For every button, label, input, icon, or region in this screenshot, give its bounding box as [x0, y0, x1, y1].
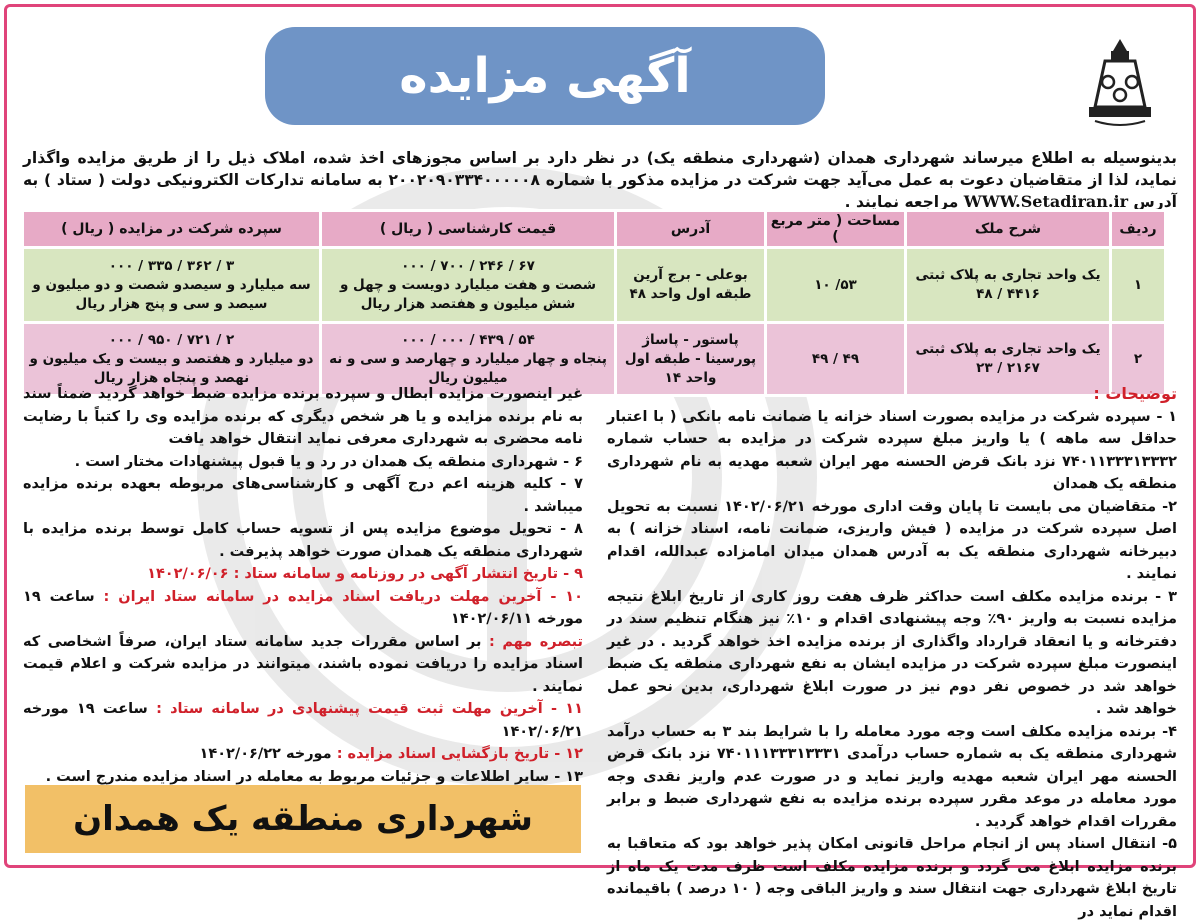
table-row: [23, 248, 1166, 323]
cell-area: ۴۹ / ۴۹: [766, 323, 906, 396]
note-12: ۱۲ - تاریخ بازگشایی اسناد مزایده : مورخه ۱۴۰۲/۰۶/۲۲: [199, 746, 583, 762]
note-4: ۴- برنده مزایده مکلف است وجه مورد معامله را با شرایط بند ۳ به حساب درآمد شهرداری منطقه یک به شماره حساب درآمدی ۷۴۰۱۱۱۳۳۳۱۳۳۳۱ نزد بانک قرض الحسنه مهر ایران شعبه مهدیه واریز نماید و در صورت عدم واریز نقدی وجه مورد معامله در موعد مقرر سپرده برنده مزایده به نفع شهرداری ضبط و برابر مقررات اقدام خواهد گردید .: [607, 723, 1178, 830]
note-7: ۷ - کلیه هزینه اعم درج آگهی و کارشناسی‌های مربوطه بعهده برنده مزایده میباشد .: [23, 476, 583, 515]
notes-title: توضیحات :: [1093, 384, 1177, 403]
footer-banner: [25, 785, 581, 853]
header-deposit: سپرده شرکت در مزایده ( ریال ): [23, 211, 321, 248]
cell-row-num: ۱: [1111, 248, 1166, 323]
header-address: آدرس: [616, 211, 766, 248]
note-8: ۸ - تحویل موضوع مزایده پس از تسویه حساب کامل توسط برنده مزایده با شهرداری منطقه یک همدان صورت خواهد پذیرفت .: [23, 521, 583, 560]
municipality-logo-icon: [1075, 37, 1165, 127]
header-expert-price: قیمت کارشناسی ( ریال ): [321, 211, 616, 248]
note-2: ۲- متقاضیان می بایست تا پایان وقت اداری مورخه ۱۴۰۲/۰۶/۲۱ نسبت به تحویل اصل سپرده شرکت در مزایده ( فیش واریزی، ضمانت نامه، اسناد خزانه ) به دبیرخانه شهرداری منطقه یک به آدرس همدان میدان امامزاده عبدالله، اقدام نمایند .: [607, 498, 1177, 582]
notes-column-left: [23, 383, 583, 788]
page-title: آگهی مزایده: [399, 48, 691, 104]
cell-desc: یک واحد تجاری به پلاک ثبتی ۲۱۶۷ / ۲۳: [906, 323, 1111, 396]
cell-address: پاستور - پاساژ پورسینا - طبقه اول واحد ۱۴: [616, 323, 766, 396]
setadiran-link[interactable]: WWW.Setadiran.ir: [963, 192, 1128, 211]
announcement-frame: [4, 4, 1196, 920]
cell-expert-price: ۶۷ / ۲۴۶ / ۷۰۰ / ۰۰۰ شصت و هفت میلیارد دویست و چهل و شش میلیون و هفتصد هزار ریال: [321, 248, 616, 323]
cell-row-num: ۲: [1111, 323, 1166, 396]
note-13: ۱۳ - سایر اطلاعات و جزئیات مربوط به معامله در اسناد مزایده مندرج است .: [45, 768, 583, 785]
note-9: ۹ - تاریخ انتشار آگهی در روزنامه و سامانه ستاد : ۱۴۰۲/۰۶/۰۶: [147, 566, 583, 582]
header-row-num: ردیف: [1111, 211, 1166, 248]
footer-org-name: شهرداری منطقه یک همدان: [73, 799, 533, 839]
cell-desc: یک واحد تجاری به پلاک ثبتی ۴۴۱۶ / ۴۸: [906, 248, 1111, 323]
note-3: ۳ - برنده مزایده مکلف است حداکثر ظرف هفت روز کاری از تاریخ ابلاغ نتیجه مزایده نسبت به واریز ۹۰٪ وجه پیشنهادی اقدام و ۱۰٪ نیز هنگام تنظیم سند در دفترخانه و یا انعقاد قرارداد واگذاری از برنده مزایده اخذ خواهد گردید . در غیر اینصورت مبلغ سپرده شرکت در مزایده ایشان به نفع شهرداری منطقه یک ضبط خواهد شد در خصوص نفر دوم نیز در صورت ابلاغ شهرداری، بدین نحو عمل خواهد شد .: [607, 588, 1177, 717]
notes-column-right: [607, 383, 1177, 923]
title-banner: [265, 27, 825, 125]
note-1: ۱ - سپرده شرکت در مزایده بصورت اسناد خزانه یا ضمانت نامه بانکی ( با اعتبار حداقل سه ماهه ) یا واریز مبلغ سپرده شرکت در مزایده به حساب شماره ۷۴۰۱۱۳۳۳۱۳۳۳۲ نزد بانک قرض الحسنه مهر ایران شعبه مهدیه به نام شهرداری منطقه یک همدان: [607, 408, 1177, 492]
header-desc: شرح ملک: [906, 211, 1111, 248]
property-table: [21, 209, 1167, 397]
cell-deposit: ۳ / ۳۶۲ / ۳۳۵ / ۰۰۰ سه میلیارد و سیصدو شصت و دو میلیون و سیصد و سی و پنج هزار ریال: [23, 248, 321, 323]
note-10: ۱۰ - آخرین مهلت دریافت اسناد مزایده در سامانه ستاد ایران : ساعت ۱۹ مورخه ۱۴۰۲/۰۶/۱۱: [23, 588, 583, 627]
cell-address: بوعلی - برج آرین طبقه اول واحد ۴۸: [616, 248, 766, 323]
cell-area: ۵۳/ ۱۰: [766, 248, 906, 323]
note-tabsare: تبصره مهم : بر اساس مقررات جدید سامانه ستاد ایران، صرفاً اشخاصی که اسناد مزایده را دریافت نموده باشند، میتوانند در مزایده شرکت و اعلام قیمت نمایند .: [23, 633, 583, 695]
header-area: مساحت ( متر مربع ): [766, 211, 906, 248]
table-header-row: [23, 211, 1166, 248]
note-6: ۶ - شهرداری منطقه یک همدان در رد و یا قبول پیشنهادات مختار است .: [74, 453, 583, 470]
intro-paragraph: بدینوسیله به اطلاع میرساند شهرداری همدان (شهرداری منطقه یک) در نظر دارد بر اساس مجوزهای اخذ شده، املاک ذیل را از طریق مزایده واگذار نماید، لذا از متقاضیان دعوت به عمل می‌آید جهت شرکت در مزایده مذکور با شماره ۲۰۰۲۰۹۰۳۳۴۰۰۰۰۰۸ به سامانه تدارکات الکترونیکی دولت ( ستاد ) به آدرس WWW.Setadiran.ir مراجعه نمایند .: [23, 149, 1177, 211]
note-11: ۱۱ - آخرین مهلت ثبت قیمت پیشنهادی در سامانه ستاد : ساعت ۱۹ مورخه ۱۴۰۲/۰۶/۲۱: [23, 701, 583, 740]
cell-expert-price: ۵۴ / ۴۳۹ / ۰۰۰ / ۰۰۰ پنجاه و چهار میلیارد و چهارصد و سی و نه میلیون ریال: [321, 323, 616, 396]
note-5: ۵- انتقال اسناد پس از انجام مراحل قانونی امکان پذیر خواهد بود که متعاقبا به برنده مزایده ابلاغ می گردد و برنده مزایده مکلف است ظرف مدت یک ماه از تاریخ ابلاغ شهرداری جهت انتقال سند و واریز الباقی وجه ( ۱۰ درصد ) باقیمانده اقدام نماید در: [607, 836, 1178, 920]
note-5-continued: غیر اینصورت مزایده ابطال و سپرده برنده مزایده ضبط خواهد گردید ضمناً سند به نام برنده مزایده و یا هر شخص دیگری که برنده مزایده وی را کتباً با رضایت نامه محضری به شهرداری معرفی نماید انتقال خواهد یافت: [23, 386, 583, 447]
cell-deposit: ۲ / ۷۲۱ / ۹۵۰ / ۰۰۰ دو میلیارد و هفتصد و بیست و یک میلیون و نهصد و پنجاه هزار ریال: [23, 323, 321, 396]
